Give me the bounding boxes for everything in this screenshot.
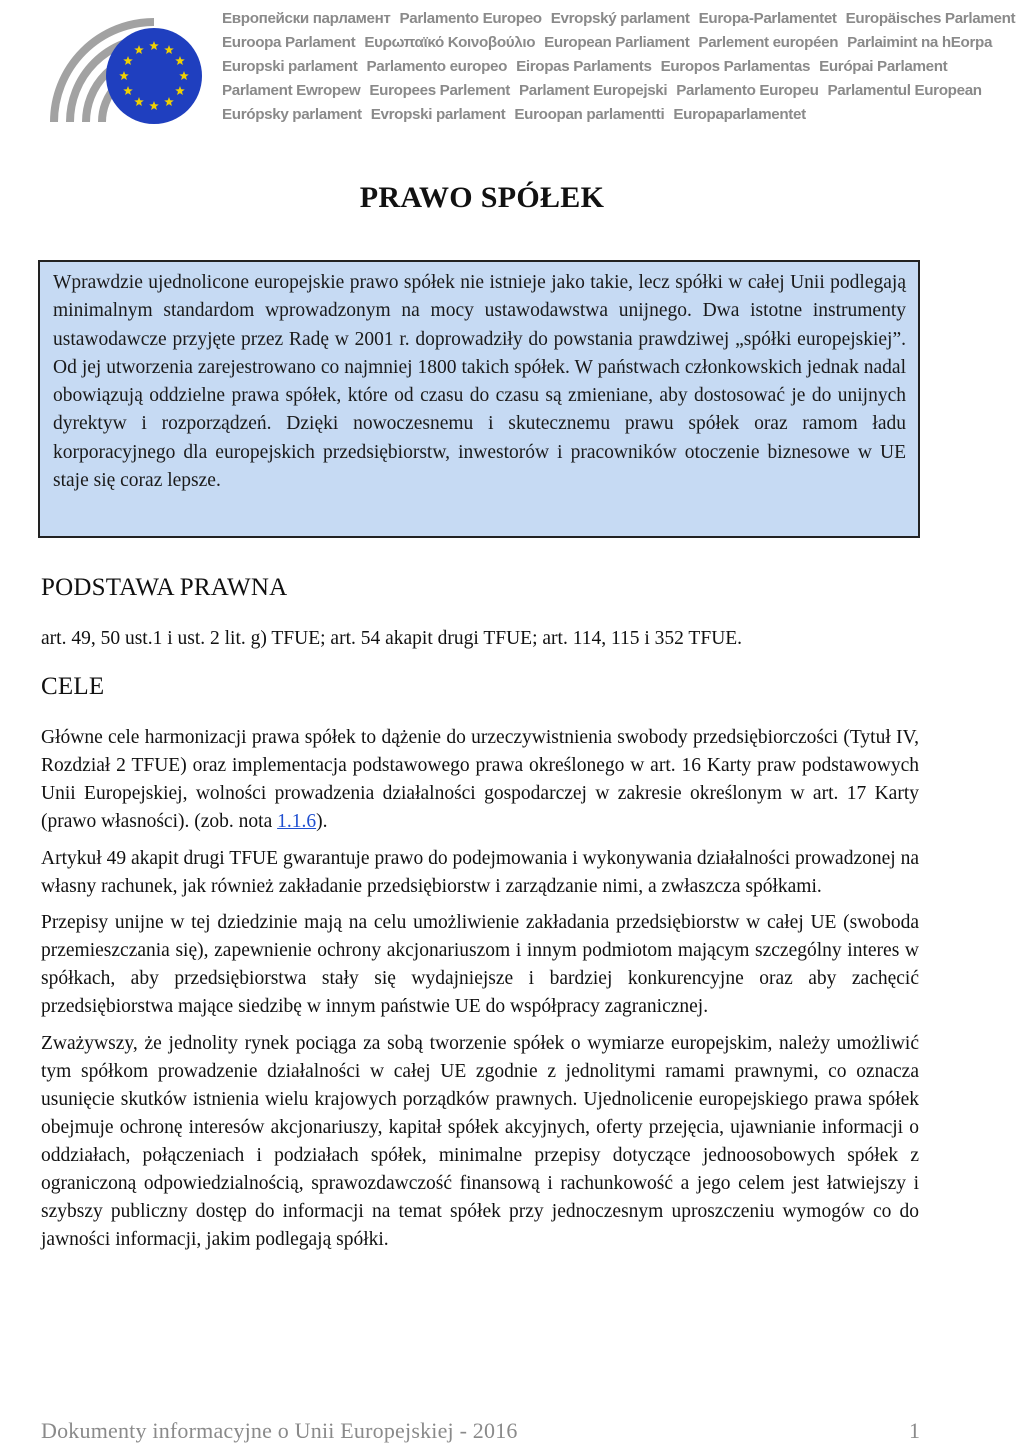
european-parliament-logo [4, 2, 210, 126]
parliament-name: Europees Parlement [369, 82, 510, 99]
parliament-names-line [222, 7, 1016, 31]
note-reference-link[interactable]: 1.1.6 [277, 811, 317, 832]
parliament-names-line [222, 31, 993, 55]
goals-paragraph-4: Zważywszy, że jednolity rynek pociąga za sobą tworzenie spółek o wymiarze europejskim, należy umożliwić tym spółkom prowadzenie działalności w całej UE zgodnie z jednolitymi ramami prawnymi, co oznacza usunięcie skutków istnienia wielu krajowych porządków prawnych. Ujednolicenie europejskiego prawa spółek obejmuje ochronę interesów akcjonariuszy, kapitał spółek akcyjnych, oferty przejęcia, ujawnianie informacji o oddziałach, połączeniach i podziałach spółek, minimalne przepisy dotyczące jednoosobowych spółek z ograniczoną odpowiedzialnością, sprawozdawczość finansową i rachunkowość a jego celem jest łatwiejszy i szybszy publiczny dostęp do informacji na temat spółek przy jednoczesnym uproszczeniu wymogów co do jawności informacji, jakim podlegają spółki. [41, 1032, 919, 1250]
footer-title: Dokumenty informacyjne o Unii Europejskiej - 2016 [41, 1418, 518, 1443]
page-title: PRAWO SPÓŁEK [359, 181, 605, 214]
summary-box [38, 260, 920, 538]
parliament-name: Parlamento Europeo [399, 10, 542, 27]
goals-paragraph-1-text: Główne cele harmonizacji prawa spółek to dążenie do urzeczywistnienia swobody przedsiębiorczości (Tytuł IV, Rozdział 2 TFUE) oraz implementacja podstawowego prawa określonego w art. 16 Karty praw podstawowych Unii Europejskiej, wolności prowadzenia działalności gospodarczej w zakresie określonym w art. 17 Karty (prawo własności). (zob. nota [41, 727, 919, 832]
parliament-names-line [222, 55, 952, 79]
parliament-name: Parlament Europejski [518, 82, 668, 99]
parliament-name: Parlaimint na hEorpa [847, 34, 993, 51]
page-number: 1 [909, 1418, 920, 1443]
parliament-name: Euroopa Parlament [222, 34, 356, 51]
parliament-name: Европейски парламент [222, 10, 391, 27]
goals-paragraph-2: Artykuł 49 akapit drugi TFUE gwarantuje prawo do podejmowania i wykonywania działalności prowadzonej na własny rachunek, jak również zakładanie przedsiębiorstw i zarządzanie nimi, a zwłaszcza spółkami. [41, 847, 919, 897]
parliament-name: Parlamento europeo [366, 58, 508, 75]
parliament-name: Parlament Ewropew [222, 82, 361, 99]
parliament-name: Európai Parlament [819, 58, 948, 75]
parliament-name: Evropský parlament [550, 10, 690, 27]
parliament-name: Europos Parlamentas [660, 58, 811, 75]
parliament-names-line [222, 103, 952, 127]
summary-text: Wprawdzie ujednolicone europejskie prawo spółek nie istnieje jako takie, lecz spółki w całej Unii podlegają minimalnym standardom wprowadzonym na mocy ustawodawstwa unijnego. Dwa istotne instrumenty ustawodawcze przyjęte przez Radę w 2001 r. doprowadziły do powstania prawdziwej „spółki europejskiej”. Od jej utworzenia zarejestrowano co najmniej 1800 takich spółek. W państwach członkowskich jednak nadal obowiązują oddzielne prawa spółek, które od czasu do czasu są zmieniane, aby dostosować je do unijnych dyrektyw i rozporządzeń. Dzięki nowoczesnemu i skutecznemu prawu spółek oraz ramom ładu korporacyjnego dla europejskich przedsiębiorstw, inwestorów i pracowników otoczenie biznesowe w UE staje się coraz lepsze. [53, 272, 906, 492]
goals-paragraph-3: Przepisy unijne w tej dziedzinie mają na celu umożliwienie zakładania przedsiębiorstw w całej UE (swoboda przemieszczania się), zapewnienie ochrony akcjonariuszom i innym podmiotom mającym szczególny interes w spółkach, aby przedsiębiorstwa stały się wydajniejsze i bardziej konkurencyjne oraz aby zachęcić przedsiębiorstwa mające siedzibę w innym państwie UE do współpracy zagranicznej. [41, 912, 919, 1017]
legal-basis-text: art. 49, 50 ust.1 i ust. 2 lit. g) TFUE; art. 54 akapit drugi TFUE; art. 114, 115 i 352 TFUE. [41, 628, 743, 649]
parliament-name: Evropski parlament [370, 106, 506, 123]
parliament-name: Euroopan parlamentti [514, 106, 665, 123]
parliament-name: Europäisches Parlament [845, 10, 1016, 27]
parliament-name: Europaparlamentet [673, 106, 806, 123]
goals-body [41, 724, 919, 1262]
parliament-name: Parlamento Europeu [676, 82, 819, 99]
parliament-name: Európsky parlament [222, 106, 362, 123]
parliament-names-line [222, 79, 982, 103]
parliament-name: Parlamentul European [827, 82, 982, 99]
parliament-name: Europski parlament [222, 58, 358, 75]
document-header [0, 0, 1016, 130]
goals-paragraph-1-end: ). [316, 811, 328, 832]
parliament-name: Ευρωπαϊκό Κοινοβούλιο [364, 34, 536, 51]
page-footer [41, 1414, 920, 1448]
goals-heading: CELE [41, 673, 105, 700]
legal-basis-heading: PODSTAWA PRAWNA [41, 574, 288, 601]
parliament-name: Eiropas Parlaments [516, 58, 652, 75]
parliament-names-block [222, 7, 1016, 127]
parliament-name: Europa-Parlamentet [698, 10, 837, 27]
parliament-name: Parlement européen [698, 34, 839, 51]
parliament-name: European Parliament [544, 34, 690, 51]
goals-paragraph-1 [41, 724, 919, 836]
